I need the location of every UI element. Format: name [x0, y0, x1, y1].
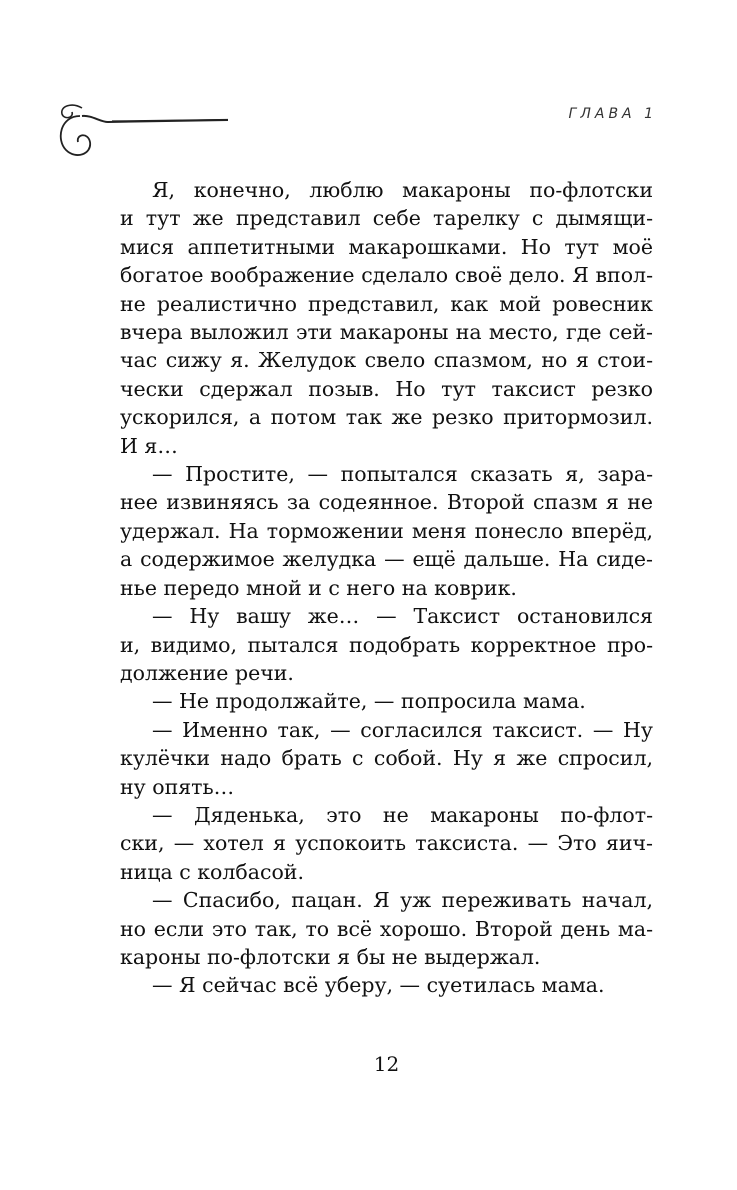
- body-text: [120, 176, 653, 1000]
- text-line: и, видимо, пытался подобрать корректное про-: [120, 632, 653, 657]
- text-line: кароны по-флотски я бы не выдержал.: [120, 944, 541, 969]
- paragraph: [120, 801, 653, 886]
- text-line: ну опять…: [120, 774, 235, 799]
- text-line: — Простите, — попытался сказать я, зара-: [152, 462, 653, 487]
- text-line: ски, — хотел я успокоить таксиста. — Это яич-: [120, 831, 653, 856]
- paragraph: [120, 687, 653, 715]
- text-line: Я, конечно, люблю макароны по-флотски: [152, 178, 653, 202]
- text-line: удержал. На торможении меня понесло вперёд,: [120, 518, 653, 543]
- chapter-header: ГЛАВА 1: [568, 106, 657, 122]
- paragraph: [120, 460, 653, 602]
- text-line: час сижу я. Желудок свело спазмом, но я стои-: [120, 348, 653, 373]
- paragraph-container: [120, 176, 653, 1000]
- text-line: И я…: [120, 433, 178, 458]
- text-line: богатое воображение сделало своё дело. Я впол-: [120, 263, 653, 288]
- text-line: — Ну вашу же… — Таксист остановился: [152, 604, 653, 629]
- paragraph: [120, 971, 653, 999]
- text-line: нье передо мной и с него на коврик.: [120, 575, 517, 600]
- text-line: ускорился, а потом так же резко притормозил.: [120, 405, 653, 430]
- text-line: — Не продолжайте, — попросила мама.: [152, 689, 586, 714]
- text-line: а содержимое желудка — ещё дальше. На сиде-: [120, 547, 653, 572]
- text-line: вчера выложил эти макароны на место, где сей-: [120, 320, 653, 345]
- text-line: но если это так, то всё хорошо. Второй день ма-: [120, 916, 653, 941]
- text-line: мися аппетитными макарошками. Но тут моё: [120, 234, 653, 259]
- text-line: — Именно так, — согласился таксист. — Ну: [152, 717, 653, 742]
- paragraph: [120, 176, 653, 460]
- paragraph: [120, 602, 653, 687]
- paragraph: [120, 886, 653, 971]
- text-line: ница с колбасой.: [120, 859, 304, 884]
- text-line: не реалистично представил, как мой ровесник: [120, 291, 653, 316]
- text-line: — Я сейчас всё уберу, — суетилась мама.: [152, 973, 605, 998]
- text-line: и тут же представил себе тарелку с дымящи-: [120, 206, 653, 231]
- paragraph: [120, 716, 653, 801]
- text-line: чески сдержал позыв. Но тут таксист резко: [120, 376, 653, 401]
- text-line: должение речи.: [120, 660, 294, 685]
- text-line: нее извиняясь за содеянное. Второй спазм я не: [120, 490, 653, 515]
- text-line: кулёчки надо брать с собой. Ну я же спросил,: [120, 746, 653, 771]
- text-line: — Дяденька, это не макароны по-флот-: [152, 802, 653, 827]
- flourish-rule-icon: [52, 100, 232, 170]
- page-number: 12: [373, 1052, 400, 1076]
- text-line: — Спасибо, пацан. Я уж переживать начал,: [152, 888, 653, 913]
